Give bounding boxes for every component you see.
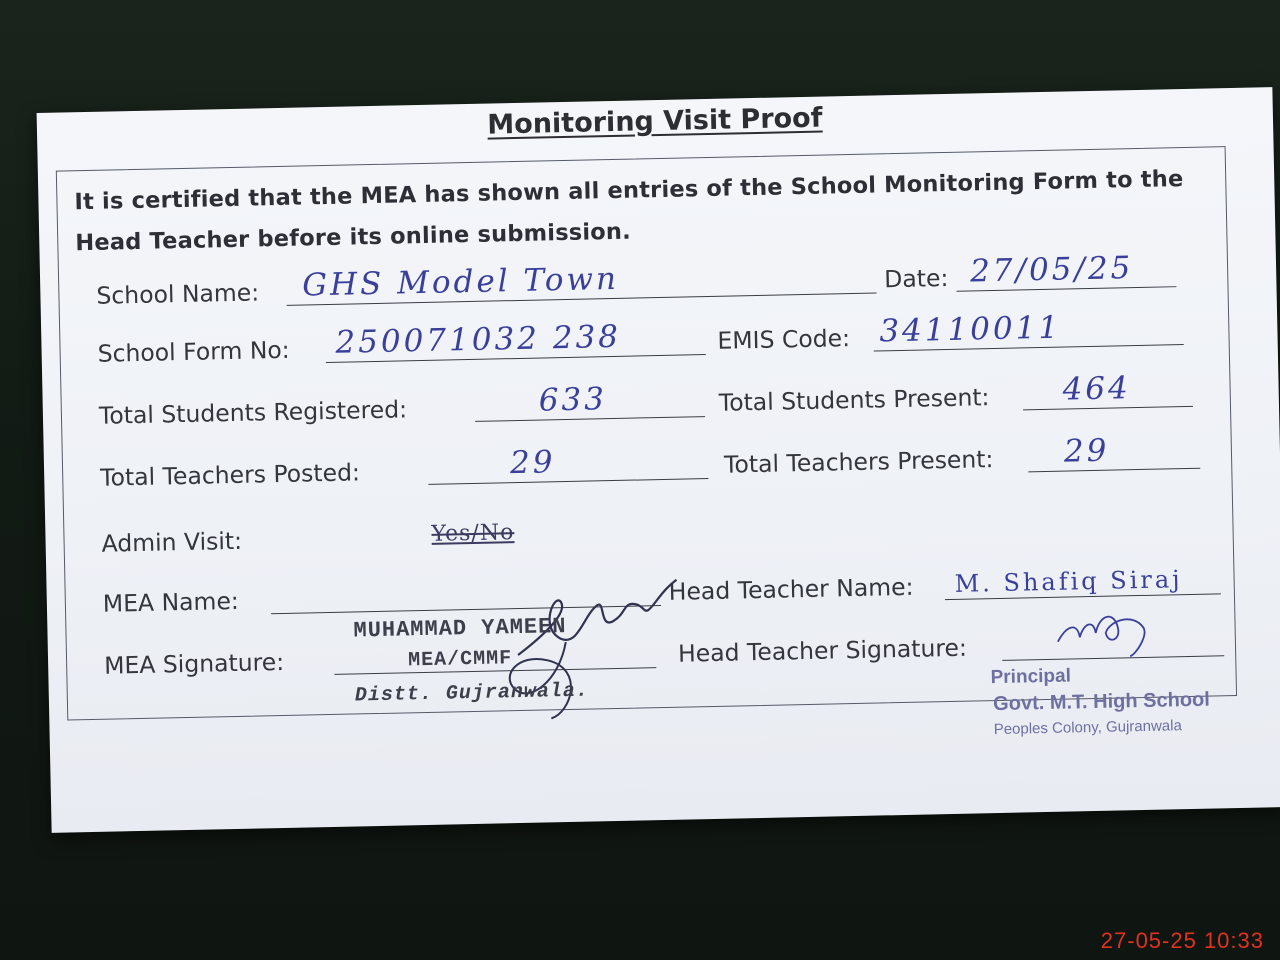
monitoring-visit-card: [37, 87, 1280, 833]
date-label: Date:: [883, 263, 949, 294]
admin-visit-label: Admin Visit:: [101, 526, 243, 558]
total-students-registered-label: Total Students Registered:: [98, 395, 408, 430]
date-value: 27/05/25: [969, 250, 1134, 290]
mea-name-label: MEA Name:: [102, 586, 240, 618]
principal-stamp-school: Govt. M.T. High School: [992, 688, 1211, 716]
school-form-no-label: School Form No:: [97, 335, 290, 368]
total-teachers-posted-value: 29: [509, 444, 556, 482]
photo-timestamp: 27-05-25 10:33: [1100, 928, 1264, 953]
total-teachers-present-label: Total Teachers Present:: [723, 445, 994, 479]
mea-stamp-designation: MEA/CMMF: [407, 647, 513, 673]
total-teachers-posted-line: [428, 478, 708, 485]
total-students-present-value: 464: [1062, 370, 1132, 408]
school-name-value: GHS Model Town: [301, 260, 620, 304]
emis-code-label: EMIS Code:: [717, 324, 851, 355]
head-teacher-signature-scribble: [1047, 592, 1158, 664]
certificate-text: It is certified that the MEA has shown all entries of the School Monitoring Form to the Head Teacher before its online submission.: [74, 166, 1184, 257]
school-name-label: School Name:: [96, 278, 260, 310]
principal-stamp-title: Principal: [990, 665, 1072, 689]
head-teacher-name-value: M. Shafiq Siraj: [954, 565, 1183, 598]
total-teachers-posted-label: Total Teachers Posted:: [99, 458, 361, 492]
mea-signature-label: MEA Signature:: [103, 647, 285, 680]
emis-code-value: 34110011: [878, 309, 1062, 350]
mea-stamp-district: Distt. Gujranwala.: [354, 679, 590, 708]
head-teacher-name-label: Head Teacher Name:: [668, 572, 914, 606]
mea-stamp-name: MUHAMMAD YAMEEN: [353, 614, 567, 644]
form-title: Monitoring Visit Proof: [487, 102, 823, 141]
admin-visit-value: Yes/No: [431, 520, 515, 547]
head-teacher-signature-label: Head Teacher Signature:: [677, 633, 968, 668]
total-teachers-present-value: 29: [1063, 432, 1110, 470]
total-students-registered-value: 633: [538, 381, 608, 419]
total-teachers-present-line: [1028, 468, 1200, 473]
total-students-present-label: Total Students Present:: [718, 383, 990, 417]
principal-stamp-address: Peoples Colony, Gujranwala: [993, 717, 1183, 739]
school-form-no-value: 250071032 238: [335, 318, 622, 361]
